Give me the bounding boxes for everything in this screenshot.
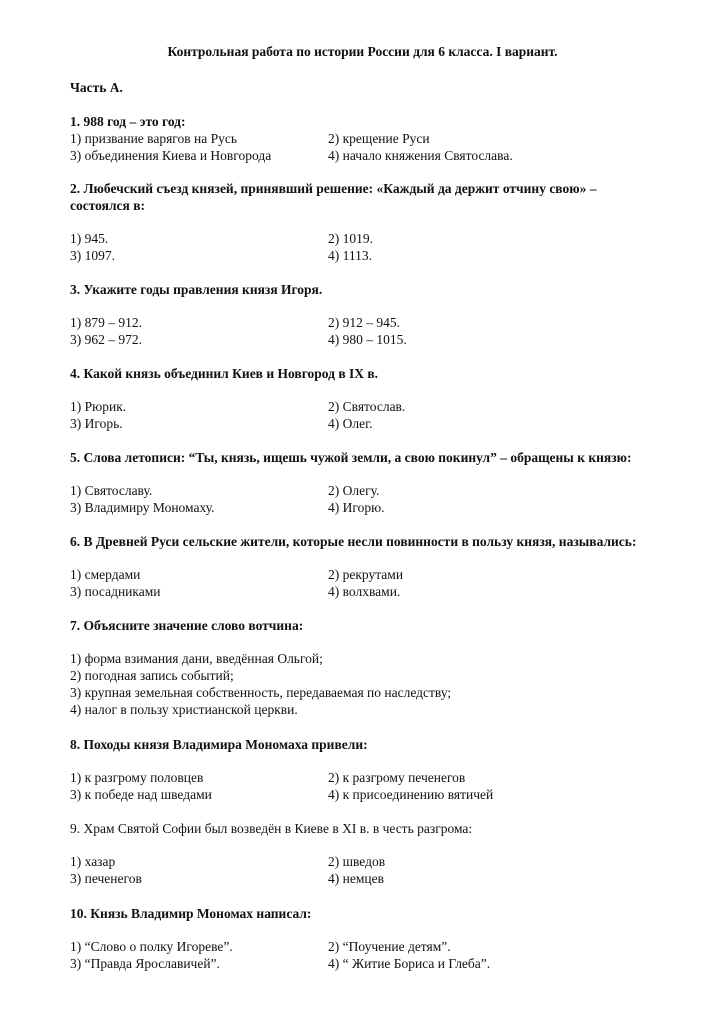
option-4: 4) начало княжения Святослава. [328, 148, 513, 163]
option-2: 2) “Поучение детям”. [328, 939, 451, 954]
option-1: 1) к разгрому половцев [70, 770, 204, 785]
option-1: 1) Святославу. [70, 483, 153, 498]
options-row [70, 786, 670, 803]
question-text: 7. Объясните значение слово вотчина: [70, 618, 304, 633]
options-row [70, 247, 670, 264]
option-2: 2) Святослав. [328, 399, 406, 414]
option-3: 3) Игорь. [70, 416, 123, 431]
option-2: 2) погодная запись событий; [70, 668, 234, 683]
option-2: 2) 1019. [328, 231, 373, 246]
option-4: 4) налог в пользу христианской церкви. [70, 702, 298, 717]
question-text-line-1: 2. Любечский съезд князей, принявший решение: «Каждый да держит отчину свою» – [70, 181, 597, 196]
question-2 [70, 180, 670, 264]
option-4: 4) 980 – 1015. [328, 332, 407, 347]
option-2: 2) шведов [328, 854, 386, 869]
question-text: 8. Походы князя Владимира Мономаха привели: [70, 737, 368, 752]
option-3: 3) объединения Киева и Новгорода [70, 148, 272, 163]
options-row [70, 938, 670, 955]
options-row [70, 230, 670, 247]
options-row [70, 769, 670, 786]
question-8 [70, 736, 670, 803]
question-text: 1. 988 год – это год: [70, 114, 186, 129]
option-3: 3) Владимиру Мономаху. [70, 500, 215, 515]
option-3: 3) к победе над шведами [70, 787, 212, 802]
option-1: 1) Рюрик. [70, 399, 127, 414]
option-3: 3) посадниками [70, 584, 161, 599]
options-row [70, 853, 670, 870]
question-text-line-2: состоялся в: [70, 198, 146, 213]
options-row [70, 482, 670, 499]
question-4 [70, 365, 670, 432]
options-row [70, 398, 670, 415]
option-1: 1) 945. [70, 231, 109, 246]
option-2: 2) Олегу. [328, 483, 380, 498]
option-2: 2) рекрутами [328, 567, 404, 582]
option-3: 3) крупная земельная собственность, передаваемая по наследству; [70, 685, 452, 700]
question-text: 3. Укажите годы правления князя Игоря. [70, 282, 323, 297]
question-3 [70, 281, 670, 348]
options-row [70, 331, 670, 348]
options-row [70, 147, 670, 164]
options-row [70, 955, 670, 972]
option-2: 2) крещение Руси [328, 131, 430, 146]
question-text: 5. Слова летописи: “Ты, князь, ищешь чужой земли, а свою покинул” – обращены к князю: [70, 450, 632, 465]
option-4: 4) “ Житие Бориса и Глеба”. [328, 956, 491, 971]
question-1 [70, 113, 670, 164]
option-1: 1) 879 – 912. [70, 315, 142, 330]
question-10 [70, 905, 670, 972]
option-1: 1) “Слово о полку Игореве”. [70, 939, 233, 954]
option-4: 4) к присоединению вятичей [328, 787, 494, 802]
part-heading: Часть А. [70, 80, 123, 95]
option-4: 4) Игорю. [328, 500, 385, 515]
option-1: 1) смердами [70, 567, 141, 582]
question-5 [70, 449, 670, 516]
options-row [70, 415, 670, 432]
options-row [70, 566, 670, 583]
question-text: 4. Какой князь объединил Киев и Новгород в IX в. [70, 366, 379, 381]
question-text: 9. Храм Святой Софии был возведён в Киеве в XI в. в честь разгрома: [70, 821, 473, 836]
question-6 [70, 533, 670, 600]
option-2: 2) к разгрому печенегов [328, 770, 466, 785]
option-1: 1) форма взимания дани, введённая Ольгой; [70, 651, 323, 666]
option-1: 1) хазар [70, 854, 116, 869]
option-3: 3) “Правда Ярославичей”. [70, 956, 220, 971]
question-7 [70, 617, 670, 718]
options-row [70, 499, 670, 516]
option-4: 4) 1113. [328, 248, 372, 263]
page-title: Контрольная работа по истории России для 6 класса. I вариант. [167, 44, 558, 59]
question-9 [70, 820, 670, 887]
option-4: 4) волхвами. [328, 584, 401, 599]
option-1: 1) призвание варягов на Русь [70, 131, 238, 146]
options-row [70, 583, 670, 600]
option-3: 3) 1097. [70, 248, 115, 263]
options-row [70, 314, 670, 331]
question-text: 10. Князь Владимир Мономах написал: [70, 906, 312, 921]
option-2: 2) 912 – 945. [328, 315, 400, 330]
option-4: 4) Олег. [328, 416, 373, 431]
option-3: 3) печенегов [70, 871, 142, 886]
options-row [70, 870, 670, 887]
options-row [70, 130, 670, 147]
option-4: 4) немцев [328, 871, 384, 886]
option-3: 3) 962 – 972. [70, 332, 142, 347]
question-text: 6. В Древней Руси сельские жители, которые несли повинности в пользу князя, назывались: [70, 534, 637, 549]
